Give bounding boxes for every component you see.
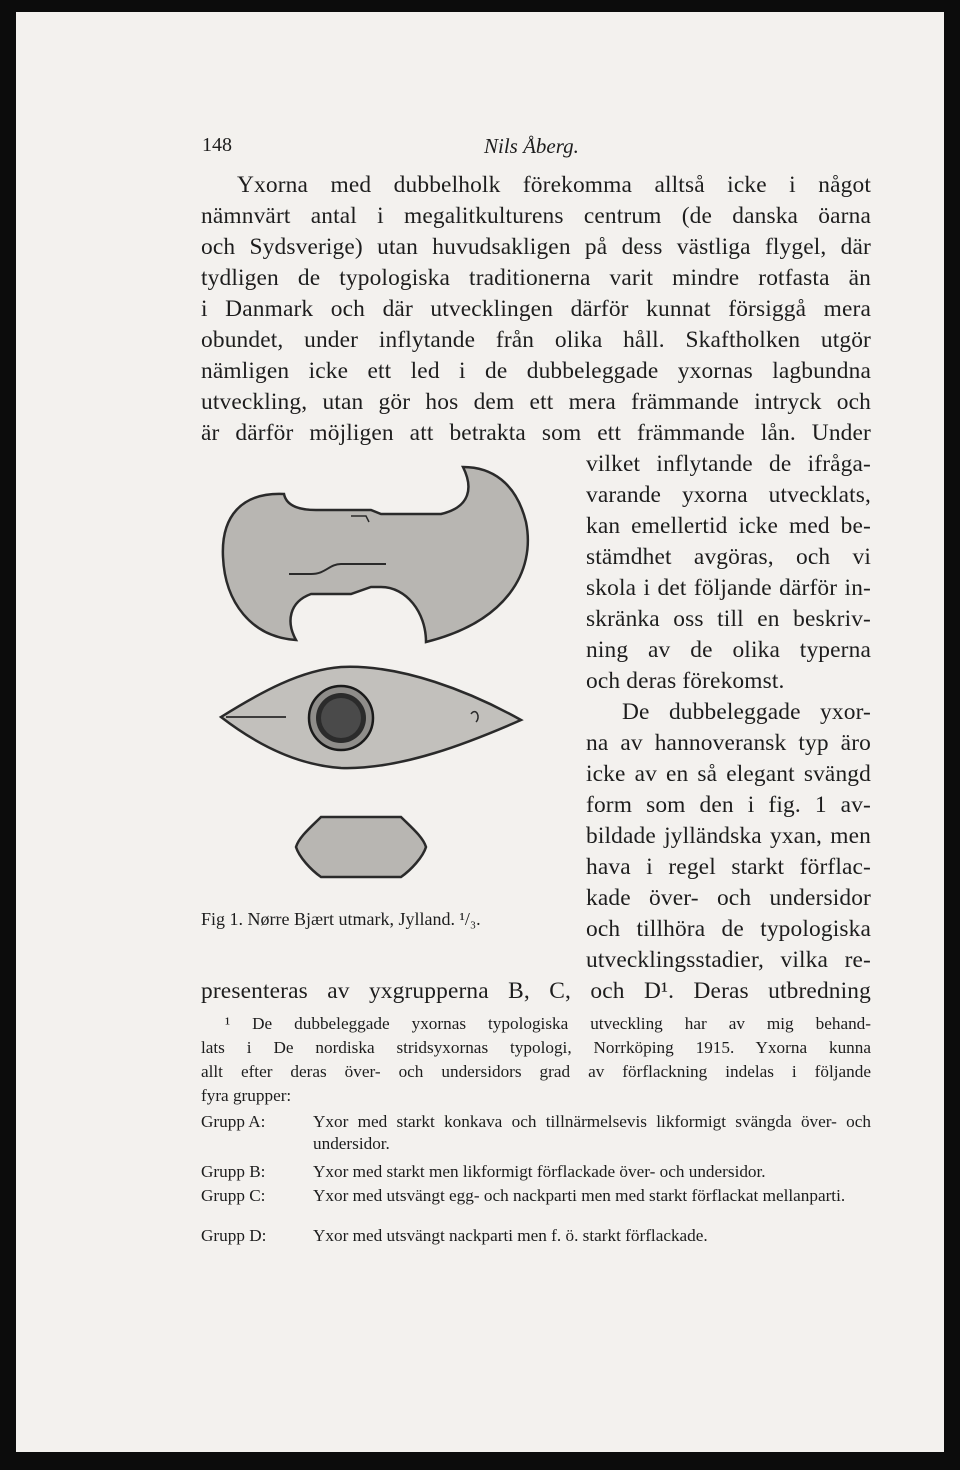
group-label: Grupp C: xyxy=(201,1186,266,1205)
body-line: obundet, under inflytande från olika håll. Skaftholken utgör xyxy=(201,327,871,353)
body-column-line: skränka oss till en beskriv- xyxy=(586,606,871,632)
body-column-line: hava i regel starkt förflac- xyxy=(586,854,871,880)
body-column-line: utvecklingsstadier, vilka re- xyxy=(586,947,871,973)
body-column-line: ning av de olika typerna xyxy=(586,637,871,663)
body-column-line: skola i det följande därför in- xyxy=(586,575,871,601)
body-column-line: varande yxorna utvecklats, xyxy=(586,482,871,508)
body-line: nämligen icke ett led i de dubbeleggade yxornas lagbundna xyxy=(201,358,871,384)
group-label: Grupp A: xyxy=(201,1112,266,1131)
group-label: Grupp B: xyxy=(201,1162,266,1181)
group-description: Yxor med starkt men likformigt förflackade över- och undersidor. xyxy=(313,1162,766,1181)
body-line: är därför möjligen att betrakta som ett främmande lån. Under xyxy=(201,420,871,446)
body-line: i Danmark och där utvecklingen därför kunnat försiggå mera xyxy=(201,296,871,322)
group-description: Yxor med utsvängt egg- och nackparti men med starkt förflackat mellanparti. xyxy=(313,1186,846,1205)
body-line: nämnvärt antal i megalitkulturens centrum (de danska öarna xyxy=(201,203,871,229)
footnote-line: allt efter deras över- och undersidors grad av förflackning indelas i följande xyxy=(201,1062,871,1081)
body-line: utveckling, utan gör hos dem ett mera främmande intryck och xyxy=(201,389,871,415)
body-column-line: kan emellertid icke med be- xyxy=(586,513,871,539)
running-head: Nils Åberg. xyxy=(484,134,579,158)
axe-side-view xyxy=(221,667,521,768)
group-description: Yxor med utsvängt nackparti men f. ö. starkt förflackade. xyxy=(313,1226,708,1245)
body-line: Yxorna med dubbelholk förekomma alltså icke i något xyxy=(237,172,871,198)
axe-cross-section xyxy=(296,817,426,877)
group-label: Grupp D: xyxy=(201,1226,267,1245)
body-column-line: och deras förekomst. xyxy=(586,668,785,694)
footnote-line: fyra grupper: xyxy=(201,1086,292,1105)
body-column-line: De dubbeleggade yxor- xyxy=(622,699,871,725)
body-column-line: na av hannoveransk typ äro xyxy=(586,730,871,756)
footnote-line: ¹ De dubbeleggade yxornas typologiska utveckling har av mig behand- xyxy=(225,1014,871,1033)
body-column-line: kade över- och undersidor xyxy=(586,885,871,911)
page-number: 148 xyxy=(202,134,232,156)
book-page xyxy=(16,12,944,1452)
body-line: och Sydsverige) utan huvudsakligen på dess västliga flygel, där xyxy=(201,234,871,260)
page-header xyxy=(16,134,944,164)
body-column-line: stämdhet avgöras, och vi xyxy=(586,544,871,570)
body-line: tydligen de typologiska traditionerna varit mindre rotfasta än xyxy=(201,265,871,291)
body-line: presenteras av yxgrupperna B, C, och D¹. Deras utbredning xyxy=(201,978,871,1004)
figure-1 xyxy=(201,452,561,929)
footnote-line: lats i De nordiska stridsyxornas typologi, Norrköping 1915. Yxorna kunna xyxy=(201,1038,871,1057)
body-column-line: form som den i fig. 1 av- xyxy=(586,792,871,818)
body-column-line: bildade jylländska yxan, men xyxy=(586,823,871,849)
body-column-line: vilket inflytande de ifråga- xyxy=(586,451,871,477)
figure-caption: Fig 1. Nørre Bjært utmark, Jylland. ¹/₃. xyxy=(201,909,481,929)
axe-drawing xyxy=(201,452,561,892)
body-column-line: och tillhöra de typologiska xyxy=(586,916,871,942)
axe-top-view xyxy=(223,467,528,642)
group-description: Yxor med starkt konkava och tillnärmelsevis likformigt svängda över- och undersidor. xyxy=(313,1112,871,1153)
body-column-line: icke av en så elegant svängd xyxy=(586,761,871,787)
